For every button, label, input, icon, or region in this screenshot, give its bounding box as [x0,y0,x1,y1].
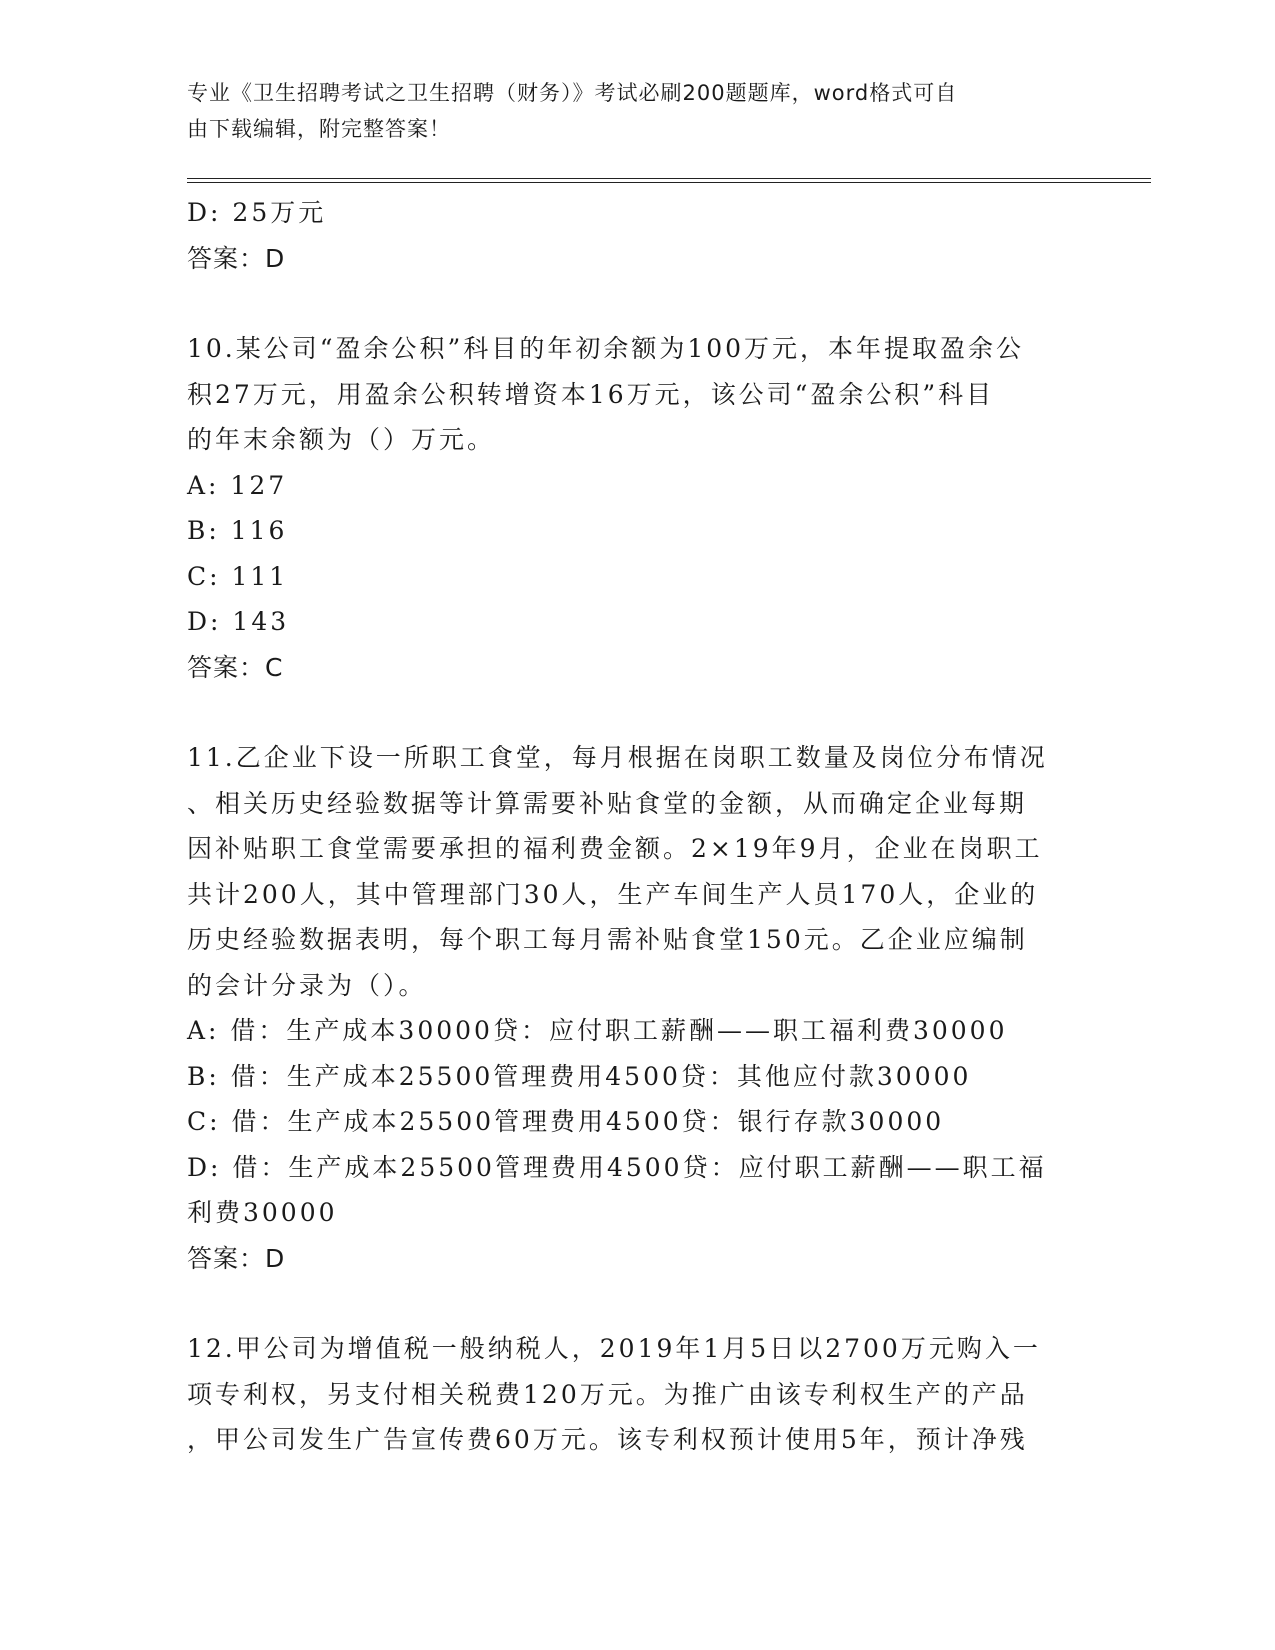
option-c: C: 借：生产成本25500管理费用4500贷：银行存款30000 [187,1107,945,1136]
document-body [187,190,1087,1463]
option-d: D: 借：生产成本25500管理费用4500贷：应付职工薪酬——职工福 [187,1152,1047,1182]
page-header [187,75,1067,147]
header-title-line-2: 由下载编辑，附完整答案！ [187,117,451,141]
option-d-continued: 利费30000 [187,1198,338,1227]
answer-line: 答案：D [187,1243,286,1273]
option-b: B: 借：生产成本25500管理费用4500贷：其他应付款30000 [187,1061,972,1091]
option-a: A: 127 [187,470,288,500]
question-stem-line: 12.甲公司为增值税一般纳税人，2019年1月5日以2700万元购入一 [187,1334,1041,1363]
question-stem-line: 的年末余额为（）万元。 [187,425,496,454]
option-d: D: 143 [187,607,290,636]
prev-question-answer: 答案：D [187,243,286,273]
question-stem-line: 、相关历史经验数据等计算需要补贴食堂的金额，从而确定企业每期 [187,788,1028,818]
prev-question-option-d: D: 25万元 [187,198,327,227]
question-stem-line: 共计200人，其中管理部门30人，生产车间生产人员170人，企业的 [187,879,1039,909]
option-a: A: 借：生产成本30000贷：应付职工薪酬——职工福利费30000 [187,1016,1008,1045]
option-b: B: 116 [187,516,288,545]
question-stem-line: 11.乙企业下设一所职工食堂，每月根据在岗职工数量及岗位分布情况 [187,743,1048,772]
question-stem-line: 积27万元，用盈余公积转增资本16万元，该公司“盈余公积”科目 [187,379,995,409]
question-12 [187,1326,1087,1463]
question-stem-line: ，甲公司发生广告宣传费60万元。该专利权预计使用5年，预计净残 [187,1425,1028,1454]
question-spacer [187,281,1087,326]
question-11 [187,735,1087,1281]
question-stem-line: 的会计分录为（）。 [187,970,427,1000]
header-title-line-1: 专业《卫生招聘考试之卫生招聘（财务）》考试必刷200题题库，word格式可自 [187,81,958,105]
question-stem-line: 项专利权，另支付相关税费120万元。为推广由该专利权生产的产品 [187,1379,1028,1409]
question-10 [187,326,1087,690]
header-double-rule [187,178,1151,183]
question-stem-line: 历史经验数据表明，每个职工每月需补贴食堂150元。乙企业应编制 [187,925,1028,954]
question-spacer [187,1281,1087,1326]
option-c: C: 111 [187,561,289,591]
question-stem-line: 因补贴职工食堂需要承担的福利费金额。2×19年9月，企业在岗职工 [187,834,1043,863]
question-stem-line: 10.某公司“盈余公积”科目的年初余额为100万元，本年提取盈余公 [187,334,1025,363]
answer-line: 答案：C [187,652,284,682]
question-spacer [187,690,1087,735]
